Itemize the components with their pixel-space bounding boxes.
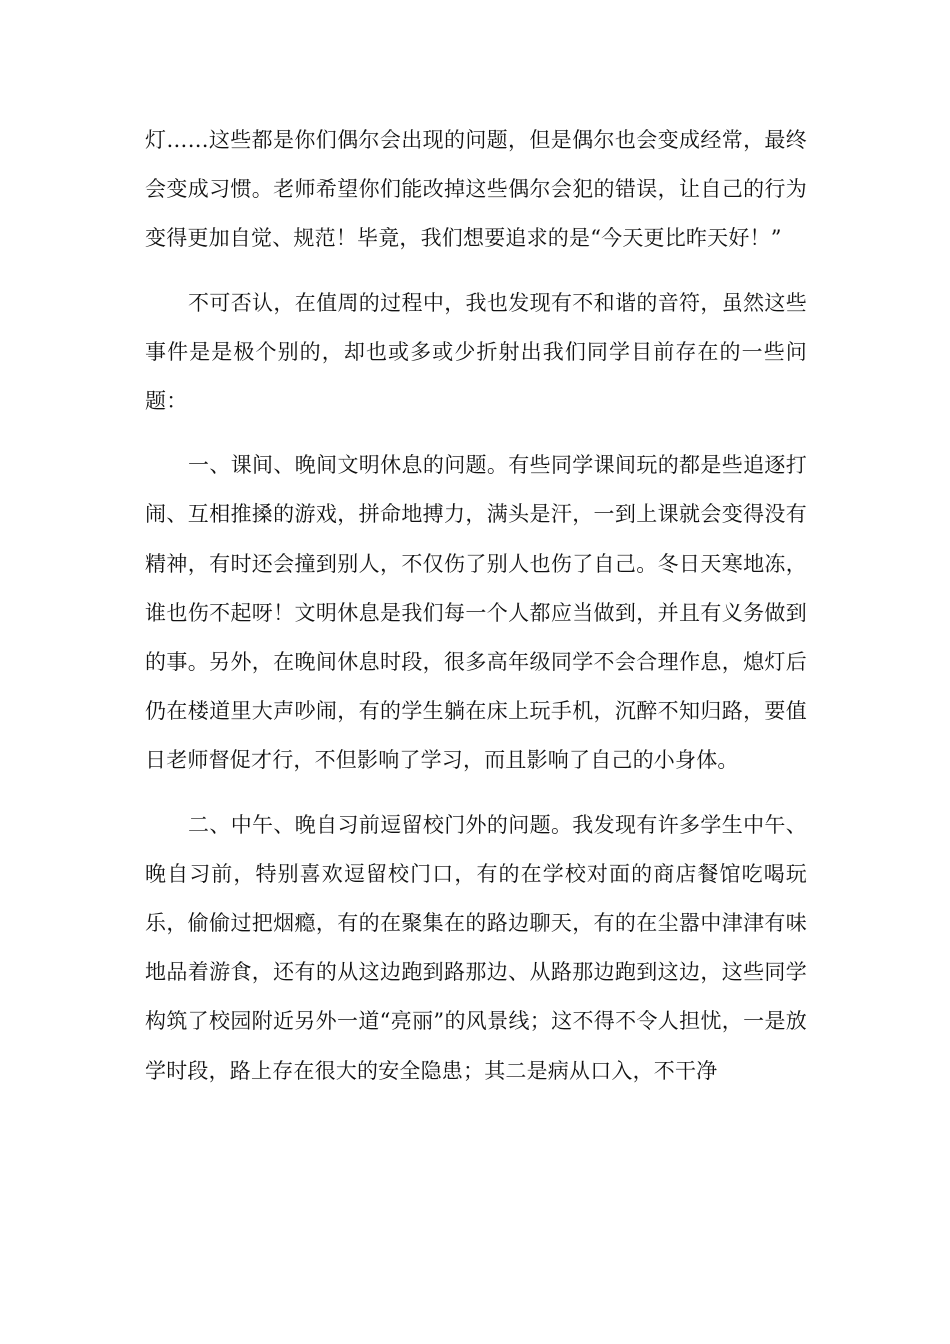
paragraph-4: 二、中午、晚自习前逗留校门外的问题。我发现有许多学生中午、晚自习前，特别喜欢逗留校门口，有的在学校对面的商店餐馆吃喝玩乐，偷偷过把烟瘾，有的在聚集在的路边聊天，有的在尘嚣中津津有味地品着游食，还有的从这边跑到路那边、从路那边跑到这边，这些同学构筑了校园附近另外一道“亮丽”的风景线；这不得不令人担忧，一是放学时段，路上存在很大的安全隐患；其二是病从口入，不干净	[145, 812, 807, 1083]
paragraph-2: 不可否认，在值周的过程中，我也发现有不和谐的音符，虽然这些事件是是极个别的，却也或多或少折射出我们同学目前存在的一些问题：	[145, 290, 807, 414]
document-body	[145, 116, 807, 1111]
paragraph-3: 一、课间、晚间文明休息的问题。有些同学课间玩的都是些追逐打闹、互相推搡的游戏，拼命地搏力，满头是汗，一到上课就会变得没有精神，有时还会撞到别人，不仅伤了别人也伤了自己。冬日天寒地冻，谁也伤不起呀！文明休息是我们每一个人都应当做到，并且有义务做到的事。另外，在晚间休息时段，很多高年级同学不会合理作息，熄灯后仍在楼道里大声吵闹，有的学生躺在床上玩手机，沉醉不知归路，要值日老师督促才行，不但影响了学习，而且影响了自己的小身体。	[145, 453, 807, 773]
paragraph-1: 灯……这些都是你们偶尔会出现的问题，但是偶尔也会变成经常，最终会变成习惯。老师希望你们能改掉这些偶尔会犯的错误，让自己的行为变得更加自觉、规范！毕竟，我们想要追求的是“今天更比昨天好！”	[145, 128, 807, 251]
